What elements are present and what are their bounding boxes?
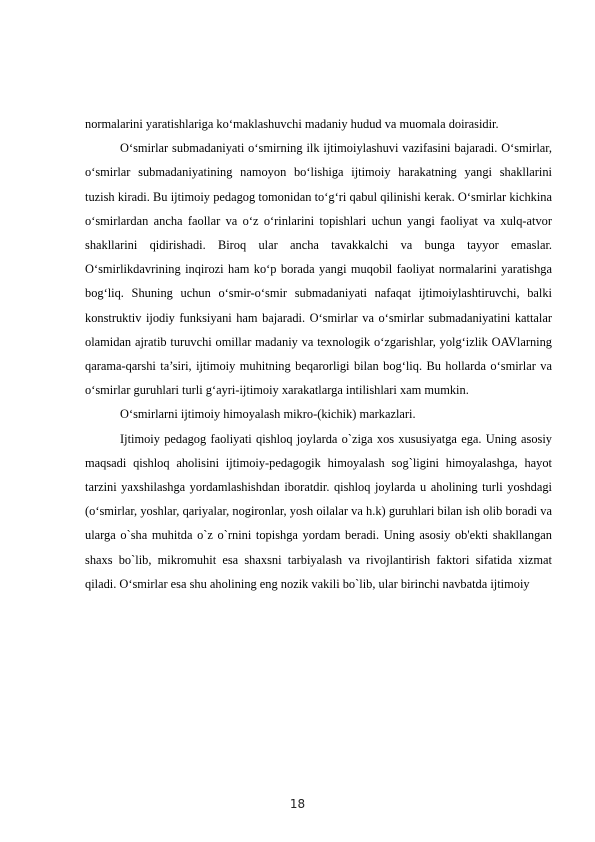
paragraph-submadaniyat: O‘smirlar submadaniyati o‘smirning ilk ijtimoiylashuvi vazifasini bajaradi. O‘smirlar, o‘smirlar submadaniyatining namoyon bo‘lishiga ijtimoiy harakatning yangi shakllarini tuzish kiradi. Bu ijtimoiy pedagog tomonidan to‘g‘ri qabul qilinishi kerak. O‘smirlar kichkina o‘smirlardan ancha faollar va o‘z o‘rinlarini topishlari uchun yangi faoliyat va xulq-atvor shakllarini qidirishadi. Biroq ular ancha tavakkalchi va bunga tayyor emaslar. O‘smirlikdavrining inqirozi ham ko‘p borada yangi muqobil faoliyat normalarini yaratishga bog‘liq. Shuning uchun o‘smir-o‘smir submadaniyati nafaqat ijtimoiylashtiruvchi, balki konstruktiv ijodiy funksiyani ham bajaradi. O‘smirlar va o‘smirlar submadaniyatini kattalar olamidan ajratib turuvchi omillar madaniy va texnologik o‘zgarishlar, yolg‘izlik OAVlarning qarama-qarshi ta’siri, ijtimoiy muhitning beqarorligi bilan bog‘liq. Bu hollarda o‘smirlar va o‘smirlar guruhlari turli g‘ayri-ijtimoiy xarakatlarga intilishlari xam mumkin. (85, 141, 552, 398)
paragraph-rural-pedagog: Ijtimoiy pedagog faoliyati qishloq joylarda o`ziga xos xususiyatga ega. Uning asosiy maqsadi qishloq aholisini ijtimoiy-pedagogik himoyalash sog`ligini himoyalashga, hayot tarzini yaxshilashga yordamlashishdan iboratdir. qishloq joylarda u aholining turli yoshdagi (o‘smirlar, yoshlar, qariyalar, nogironlar, yosh oilalar va h.k) guruhlari bilan ish olib boradi va ularga o`sha muhitda o`z o`rnini topishga yordam beradi. Uning asosiy ob'ekti shakllangan shaxs bo`lib, mikromuhit esa shaxsni tarbiyalash va rivojlantirish faktori sifatida xizmat qiladi. O‘smirlar esa shu aholining eng nozik vakili bo`lib, ular birinchi navbatda ijtimoiy (85, 431, 552, 591)
paragraph-heading-micro-centers: O‘smirlarni ijtimoiy himoyalash mikro-(kichik) markazlari. (120, 407, 416, 422)
paragraph-continuation: normalarini yaratishlariga ko‘maklashuvchi madaniy hudud va muomala doirasidir. (85, 117, 499, 131)
page-number: 18 (289, 797, 306, 811)
document-body (85, 112, 552, 596)
